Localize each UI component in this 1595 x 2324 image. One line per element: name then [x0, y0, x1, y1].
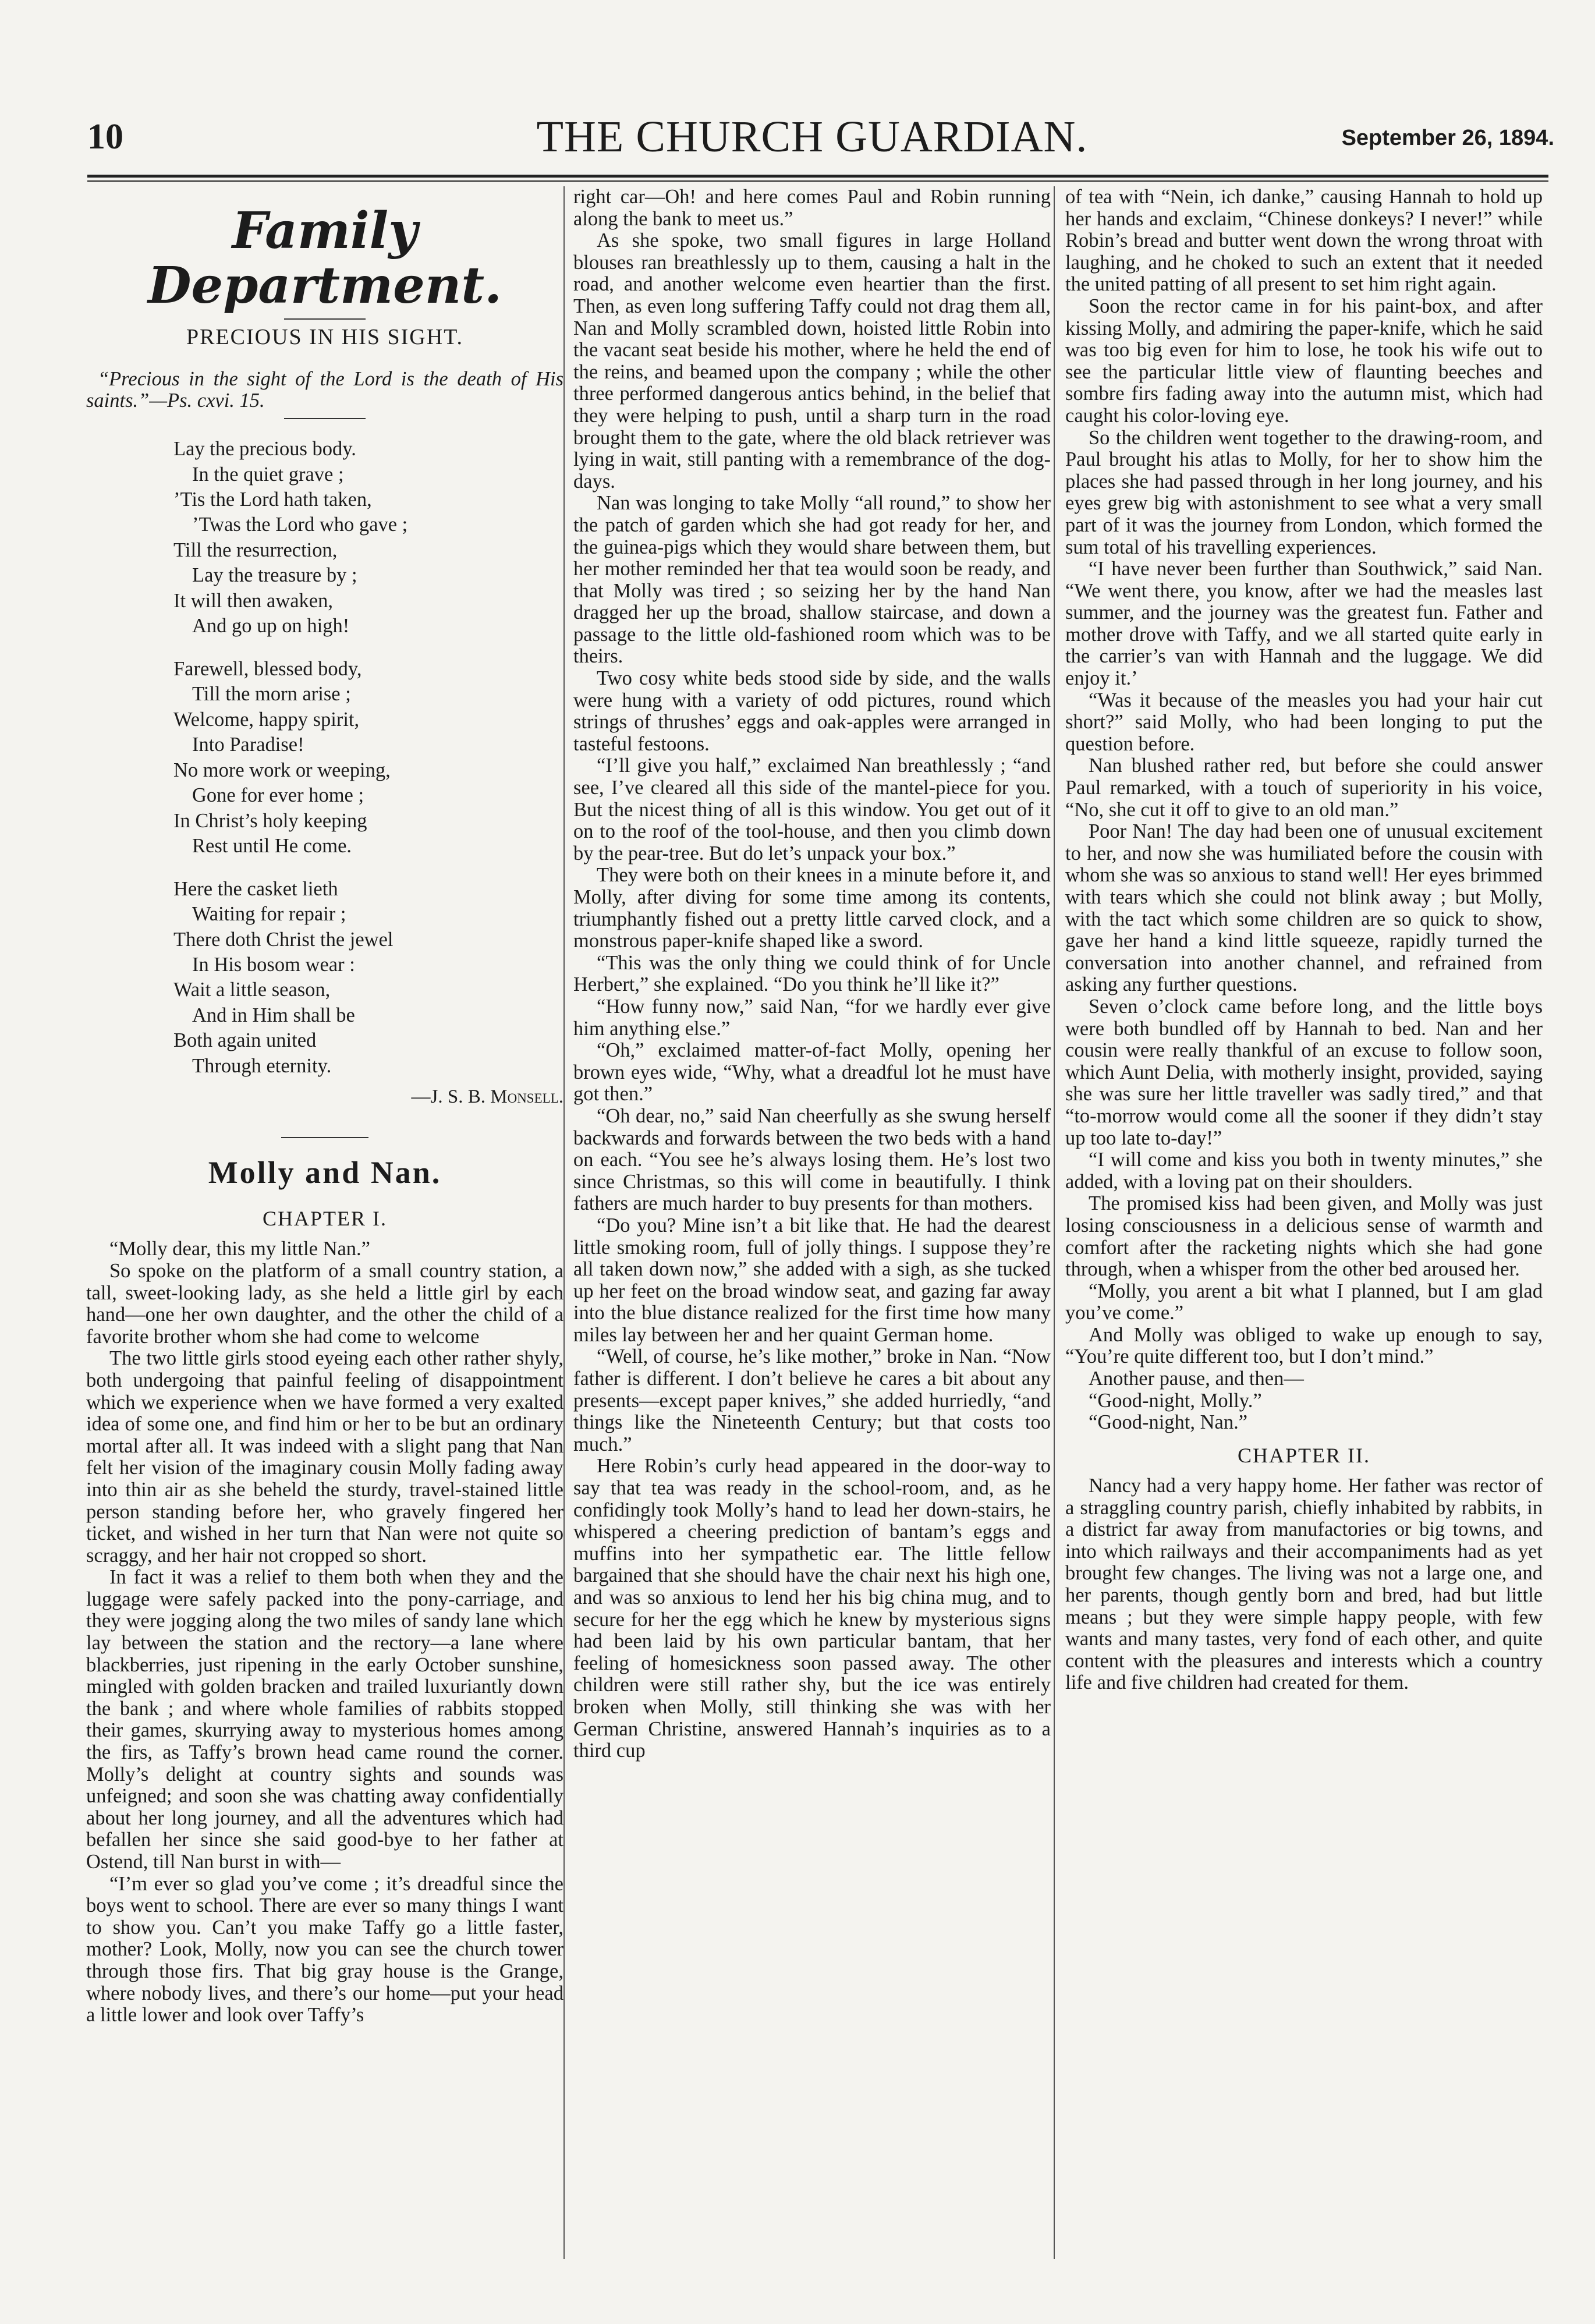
paragraph: “I have never been further than Southwick,” said Nan. “We went there, you know, after we had the measles last summer, and the journey was the greatest fun. Father and mother drove with Taffy, and we all started quite early in the carrier’s van with Hannah and the luggage. We did enjoy it.’	[1065, 558, 1543, 690]
paragraph: So spoke on the platform of a small country station, a tall, sweet-looking lady, as she held a little girl by each hand—one her own daughter, and the other the child of a favorite brother whom she had come to welcome	[86, 1259, 563, 1348]
paragraph: “Molly dear, this my little Nan.”	[109, 1238, 370, 1260]
paragraph: “How funny now,” said Nan, “for we hardly ever give him anything else.”	[573, 995, 1051, 1040]
paragraph: Another pause, and then—	[1089, 1368, 1304, 1390]
paragraph: “Molly, you arent a bit what I planned, but I am glad you’ve come.”	[1065, 1280, 1543, 1324]
paragraph: In fact it was a relief to them both when they and the luggage were safely packed into the pony-carriage, and they were jogging along the two miles of sandy lane which lay between the station and the rectory—a lane where blackberries, just ripening in the early October sunshine, mingled with golden bracken and trailed luxuriantly down the bank ; and where whole families of rabbits stopped their games, skurrying away to mysterious homes among the firs, as Taffy’s brown head came round the corner. Molly’s delight at country sights and sounds was unfeigned; and soon she was chatting away confidentially about her long journey, and all the adventures which had befallen her since she said good-bye to her father at Ostend, till Nan burst in with—	[86, 1566, 563, 1873]
paragraph: And Molly was obliged to wake up enough to say, “You’re quite different too, but I don’t mind.”	[1065, 1323, 1543, 1368]
poem-stanza-1: Lay the precious body. In the quiet grave ; ’Tis the Lord hath taken, ’Twas the Lord who gave ; Till the resurrection, Lay the treasure by ; It will then awaken, And go up on high!	[173, 438, 408, 637]
story-title: Molly and Nan.	[208, 1155, 442, 1191]
paragraph: Here Robin’s curly head appeared in the door-way to say that tea was ready in the school-room, and, as he confidingly took Molly’s hand to lead her down-stairs, he whispered a cheering prediction of bantam’s eggs and muffins into her sympathetic ear. The little fellow bargained that she should have the chair next his high one, and was so anxious to lend her his big china mug, and to secure for her the egg which he knew by mysterious signs had been laid by his own particular bantam, that her feeling of homesickness soon passed away. The other children were still rather shy, but the ice was entirely broken when Molly, still thinking she was with her German Christine, answered Hannah’s inquiries as to a third cup	[573, 1455, 1051, 1762]
paragraph: “Was it because of the measles you had your hair cut short?” said Molly, who had been longing to put the question before.	[1065, 689, 1543, 755]
paragraph: “Good-night, Molly.”	[1089, 1389, 1262, 1412]
column-1	[86, 186, 563, 2027]
poem-stanza-2: Farewell, blessed body, Till the morn arise ; Welcome, happy spirit, Into Paradise! No more work or weeping, Gone for ever home ; In Christ’s holy keeping Rest until He come.	[173, 657, 391, 858]
column-divider	[1054, 186, 1055, 2259]
paragraph: They were both on their knees in a minute before it, and Molly, after diving for some time among its contents, triumphantly fished out a pretty little carved clock, and a monstrous paper-knife shaped like a sword.	[573, 864, 1051, 952]
poem-epigraph: “Precious in the sight of the Lord is the death of His saints.”—Ps. cxvi. 15.	[86, 367, 563, 412]
section-rule	[281, 1137, 368, 1138]
paragraph: “Oh,” exclaimed matter-of-fact Molly, opening her brown eyes wide, “Why, what a dreadful lot he must have got then.”	[573, 1039, 1051, 1106]
masthead	[70, 111, 1554, 175]
paragraph: “I’ll give you half,” exclaimed Nan breathlessly ; “and see, I’ve cleared all this side of the mantel-piece for you. But the nicest thing of all is this window. You get out of it on to the roof of the tool-house, and then you climb down by the pear-tree. But do let’s unpack your box.”	[573, 754, 1051, 865]
paragraph: The two little girls stood eyeing each other rather shyly, both undergoing that painful feeling of disappointment which we experience when we have formed a very exalted idea of some one, and find him or her to be but an ordinary mortal after all. It was indeed with a slight pang that Nan felt her vision of the imaginary cousin Molly fading away into thin air as she beheld the sturdy, travel-stained little person standing before her, who gravely fingered her ticket, and wished in her turn that Nan were not quite so scraggy, and her hair not cropped so short.	[86, 1347, 563, 1567]
header-rule-thin	[87, 180, 1548, 182]
paragraph: So the children went together to the drawing-room, and Paul brought his atlas to Molly, for her to show him the places she had passed through in her long journey, and his eyes grew big with astonishment to see what a very small part of it was the journey from London, which formed the sum total of his travelling experiences.	[1065, 426, 1543, 558]
paragraph: “I will come and kiss you both in twenty minutes,” she added, with a loving pat on their shoulders.	[1065, 1149, 1543, 1193]
paragraph: “Good-night, Nan.”	[1089, 1411, 1248, 1434]
poem-title: PRECIOUS IN HIS SIGHT.	[186, 325, 464, 350]
column-divider	[563, 186, 565, 2259]
paragraph: “Well, of course, he’s like mother,” broke in Nan. “Now father is different. I don’t believe he cares a bit about any presents—except paper knives,” she added hurriedly, “and things like the Nineteenth Century; but that costs too much.”	[573, 1345, 1051, 1455]
publication-title: THE CHURCH GUARDIAN.	[536, 112, 1088, 161]
section-rule	[284, 318, 366, 320]
paragraph: Nan blushed rather red, but before she could answer Paul remarked, with a touch of superiority in his voice, “No, she cut it off to give to an old man.”	[1065, 754, 1543, 821]
chapter-heading: CHAPTER I.	[262, 1207, 387, 1231]
paragraph: Soon the rector came in for his paint-box, and after kissing Molly, and admiring the paper-knife, which he said was too big even for him to lose, he took his wife out to see the particular little view of flaunting beeches and sombre firs fading away into the autumn mist, which had caught his color-loving eye.	[1065, 295, 1543, 427]
issue-date: September 26, 1894.	[1341, 126, 1554, 150]
paragraph: As she spoke, two small figures in large Holland blouses ran breathlessly up to them, causing a halt in the road, and another welcome even heartier than the first. Then, as even long suffering Taffy could not drag them all, Nan and Molly scrambled down, hoisted little Robin into the vacant seat beside his mother, where he held the end of the reins, and beamed upon the company ; while the other three performed dangerous antics behind, in the belief that they were helping to push, until a sharp turn in the road brought them to the gate, where the old black retriever was lying in wait, still panting with a remembrance of the dog-days.	[573, 229, 1051, 493]
paragraph: Nan was longing to take Molly “all round,” to show her the patch of garden which she had got ready for her, and the guinea-pigs which they would share between them, but her mother reminded her that tea would soon be ready, and that Molly was tired ; so seizing her by the hand Nan dragged her up the broad, shallow staircase, and down a passage to the little old-fashioned room which was to be theirs.	[573, 492, 1051, 668]
paragraph: The promised kiss had been given, and Molly was just losing consciousness in a delicious sense of warmth and comfort after the racketing nights which she had gone through, when a whisper from the other bed aroused her.	[1065, 1192, 1543, 1281]
column-3	[1065, 186, 1543, 1694]
paragraph: “Oh dear, no,” said Nan cheerfully as she swung herself backwards and forwards between the two beds with a hand on each. “You see he’s always losing them. He’s lost two since Christmas, so this will come in beautifully. I think fathers are much harder to buy presents for than mothers.	[573, 1104, 1051, 1215]
paragraph: “Do you? Mine isn’t a bit like that. He had the dearest little smoking room, full of jolly things. I suppose they’re all taken down now,” she added with a sigh, as she tucked up her feet on the broad window seat, and gazing far away into the blue distance realized for the first time how many miles lay between her and her quaint German home.	[573, 1214, 1051, 1346]
paragraph: Seven o’clock came before long, and the little boys were both bundled off by Hannah to bed. Nan and her cousin were really thankful of an excuse to follow soon, which Aunt Delia, with motherly insight, provided, saying she was sure her little traveller was sadly tired,” and that “to-morrow would come all the sooner if they didn’t stay up too late to-day!”	[1065, 995, 1543, 1149]
paragraph: right car—Oh! and here comes Paul and Robin running along the bank to meet us.”	[573, 186, 1051, 230]
paragraph: “I’m ever so glad you’ve come ; it’s dreadful since the boys went to school. There are ever so many things I want to show you. Can’t you make Taffy go a little faster, mother? Look, Molly, now you can see the church tower through those firs. That big gray house is the Grange, where nobody lives, and there’s our home—put your head a little lower and look over Taffy’s	[86, 1872, 563, 2027]
paragraph: Poor Nan! The day had been one of unusual excitement to her, and now she was humiliated before the cousin with whom she was so anxious to stand well! Her eyes brimmed with tears which she could not blink away ; but Molly, with the tact which some children are so quick to show, gave her hand a kind little squeeze, rapidly turned the conversation into another channel, and refrained from asking any further questions.	[1065, 820, 1543, 996]
chapter-heading: CHAPTER II.	[1238, 1443, 1370, 1467]
paragraph: of tea with “Nein, ich danke,” causing Hannah to hold up her hands and exclaim, “Chinese donkeys? I never!” while Robin’s bread and butter went down the wrong throat with laughing, and he choked to such an extent that it needed the united patting of all present to set him right again.	[1065, 186, 1543, 296]
page-number: 10	[87, 117, 123, 157]
department-heading: Family Department.	[147, 201, 502, 315]
header-rule	[87, 175, 1548, 178]
section-rule	[284, 418, 366, 419]
paragraph: “This was the only thing we could think of for Uncle Herbert,” she explained. “Do you think he’ll like it?”	[573, 951, 1051, 996]
column-2	[573, 186, 1051, 1762]
poem-stanza-3: Here the casket lieth Waiting for repair ; There doth Christ the jewel In His bosom wear : Wait a little season, And in Him shall be Both again united Through eternity.	[173, 877, 394, 1077]
paragraph: Nancy had a very happy home. Her father was rector of a straggling country parish, chiefly inhabited by rabbits, in a district far away from manufactories or big towns, and into which railways and their accompaniments had as yet brought few changes. The living was not a large one, and her parents, though gently born and bred, had but little means ; but they were simple happy people, with few wants and many tastes, very fond of each other, and quite content with the pleasures and interests which a country life and five children had created for them.	[1065, 1475, 1543, 1694]
paragraph: Two cosy white beds stood side by side, and the walls were hung with a variety of odd pictures, round which strings of thrushes’ eggs and oak-apples were arranged in tasteful festoons.	[573, 667, 1051, 755]
poem-author: —J. S. B. Monsell.	[411, 1086, 563, 1108]
